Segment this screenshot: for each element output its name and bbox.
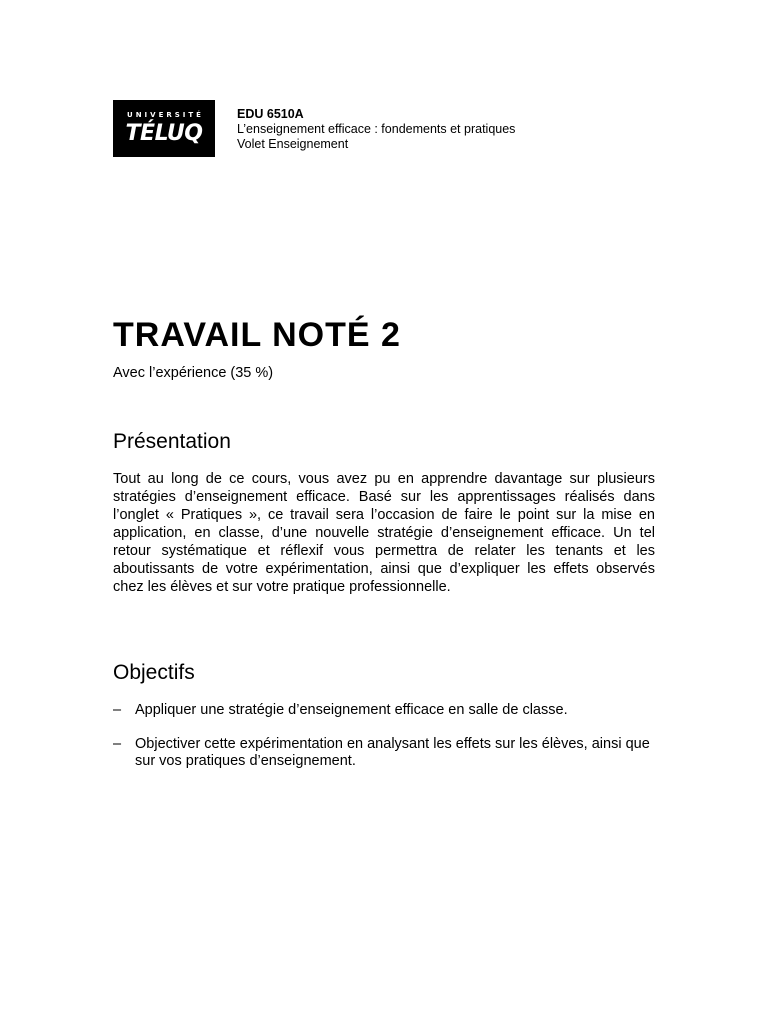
objectif-text: Appliquer une stratégie d’enseignement efficace en salle de classe. bbox=[135, 702, 568, 718]
list-bullet: – bbox=[113, 702, 122, 718]
list-item bbox=[113, 736, 673, 770]
logo-teluq-text: TÉLUQ bbox=[125, 121, 203, 146]
objectifs-heading: Objectifs bbox=[113, 661, 195, 684]
objectifs-list bbox=[113, 702, 673, 787]
objectif-text: Objectiver cette expérimentation en analysant les effets sur les élèves, ainsi que sur vos pratiques d’enseignement. bbox=[135, 736, 650, 769]
logo-university-text: UNIVERSITÉ bbox=[127, 111, 204, 119]
course-code: EDU 6510A bbox=[237, 107, 304, 121]
list-item bbox=[113, 702, 673, 719]
course-section: Volet Enseignement bbox=[237, 137, 349, 151]
presentation-paragraph: Tout au long de ce cours, vous avez pu en apprendre davantage sur plusieurs stratégies d’enseignement efficace. Basé sur les apprentissages réalisés dans l’onglet « Pratiques », ce travail sera l’occasion de faire le point sur la mise en application, en classe, d’une nouvelle stratégie d’enseignement efficace. Un tel retour systématique et réflexif vous permettra de relater les tenants et les aboutissants de votre expérimentation, ainsi que d’expliquer les effets observés chez les élèves et sur votre pratique professionnelle. bbox=[113, 471, 655, 595]
course-name: L’enseignement efficace : fondements et pratiques bbox=[237, 122, 516, 136]
course-header bbox=[237, 107, 515, 152]
list-bullet: – bbox=[113, 736, 122, 752]
teluq-logo bbox=[113, 100, 215, 157]
document-subtitle: Avec l’expérience (35 %) bbox=[113, 365, 274, 381]
presentation-heading: Présentation bbox=[113, 430, 231, 453]
document-title: TRAVAIL NOTÉ 2 bbox=[113, 316, 401, 354]
